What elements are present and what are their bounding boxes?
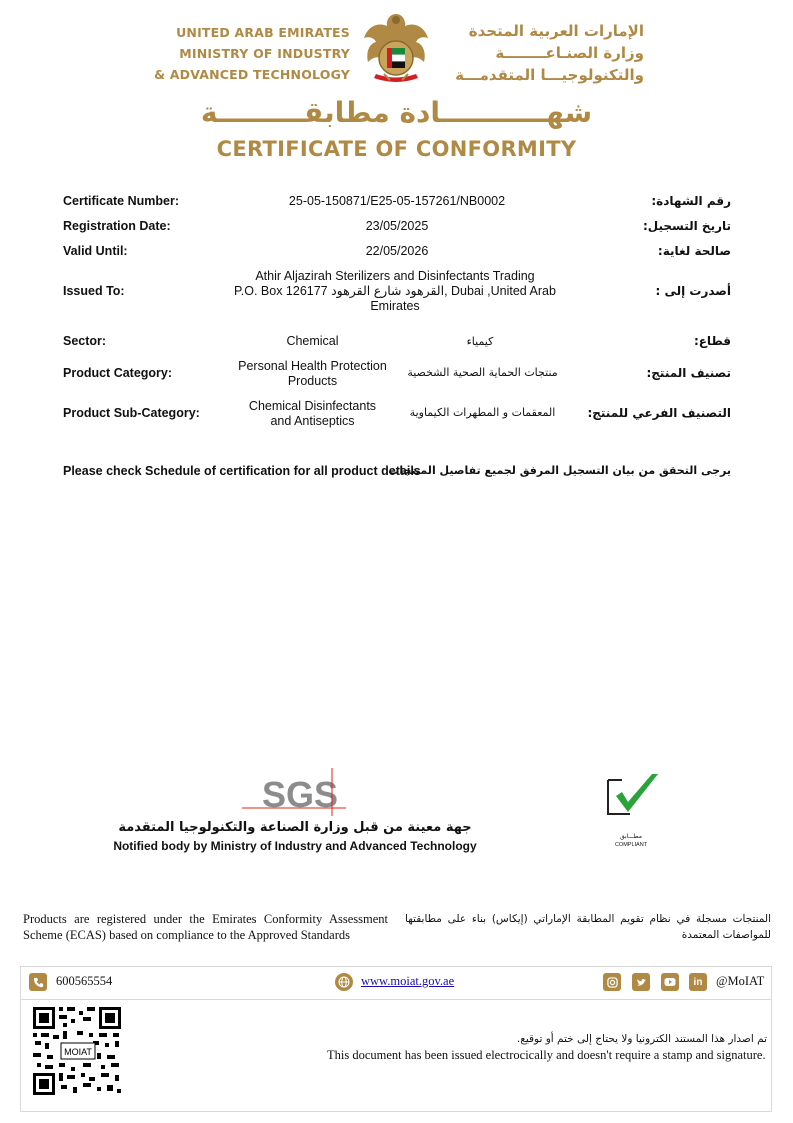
valid-until-value: 22/05/2026: [365, 244, 429, 258]
product-category-label: Product Category:: [63, 366, 173, 380]
registration-date-value: 23/05/2025: [365, 219, 429, 233]
linkedin-icon[interactable]: in: [689, 973, 707, 991]
product-sub-category-value-en: Chemical Disinfectants and Antiseptics: [248, 399, 377, 428]
certificate-number-label-ar: رقم الشهادة:: [651, 194, 731, 208]
globe-icon: [335, 973, 353, 991]
sector-value-ar: كيمياء: [466, 335, 494, 348]
twitter-icon[interactable]: [632, 973, 650, 991]
product-category-value-en: Personal Health Protection Products: [238, 359, 387, 388]
footer-contact-bar: [21, 967, 771, 1000]
electronic-notice-en: This document has been issued electrocically and doesn't require a stamp and signature.: [327, 1048, 766, 1062]
product-sub-category-label-ar: التصنيف الفرعي للمنتج:: [587, 406, 731, 420]
issued-to-label-ar: أصدرت إلى :: [655, 284, 731, 298]
product-category-label-ar: تصنيف المنتج:: [646, 366, 731, 380]
certificate-number-value: 25-05-150871/E25-05-157261/NB0002: [288, 194, 506, 208]
schedule-note-ar: يرجى التحقق من بيان التسجيل المرفق لجميع تفاصيل المنتجات: [388, 464, 731, 477]
product-category-value-ar: منتجات الحماية الصحية الشخصية: [407, 366, 558, 379]
ministry-name-ar: الإمارات العربية المتحدة وزارة الصنـاعــــــــة والتكنولوجيـــا المتقدمـــة: [455, 22, 644, 84]
registration-date-label: Registration Date:: [63, 219, 171, 233]
qr-code[interactable]: [31, 1005, 123, 1097]
title-en: CERTIFICATE OF CONFORMITY: [216, 137, 577, 161]
registration-date-label-ar: تاريخ التسجيل:: [642, 219, 731, 233]
electronic-notice-ar: تم اصدار هذا المستند الكترونيا ولا يحتاج إلى ختم أو توقيع.: [516, 1033, 767, 1045]
ministry-name-en: UNITED ARAB EMIRATES MINISTRY OF INDUSTRY & ADVANCED TECHNOLOGY: [154, 25, 350, 82]
compliant-check-icon: [600, 770, 662, 828]
instagram-icon[interactable]: [603, 973, 621, 991]
title-ar: شهـــــــــــادة مطابقـــــــــة: [200, 96, 593, 129]
product-sub-category-label: Product Sub-Category:: [63, 406, 200, 420]
schedule-note-en: Please check Schedule of certification for all product details: [63, 464, 421, 478]
notified-body-en: Notified body by Ministry of Industry and Advanced Technology: [113, 839, 477, 853]
compliant-badge: [600, 770, 662, 850]
compliant-label-ar: مطـــابق: [620, 833, 642, 840]
qr-label: MOIAT: [64, 1047, 92, 1057]
notified-body-ar: جهة معينة من قبل وزارة الصناعة والتكنولوجيا المتقدمة: [118, 820, 472, 835]
compliant-label-en: COMPLIANT: [614, 842, 648, 848]
sgs-logo-text: SGS: [262, 774, 339, 815]
social-handle[interactable]: @MoIAT: [716, 974, 765, 988]
phone-icon: [29, 973, 47, 991]
issued-to-label: Issued To:: [63, 284, 125, 298]
youtube-icon[interactable]: [661, 973, 679, 991]
ecas-note-en: Products are registered under the Emirates Conformity Assessment Scheme (ECAS) based on compliance to the Approved Standards: [23, 912, 388, 942]
product-sub-category-value-ar: المعقمات و المطهرات الكيماوية: [409, 406, 556, 419]
sector-label: Sector:: [63, 334, 107, 348]
sector-label-ar: قطاع:: [693, 334, 731, 348]
ecas-note-ar: المنتجات مسجلة في نظام تقويم المطابقة الإماراتي (إيكاس) بناء على مطابقتها للمواصفات المعتمدة: [405, 913, 771, 941]
valid-until-label: Valid Until:: [63, 244, 128, 258]
uae-emblem-icon: [360, 8, 432, 88]
sector-value-en: Chemical: [286, 334, 339, 348]
footer: [20, 966, 772, 1112]
phone-number[interactable]: 600565554: [56, 974, 113, 988]
valid-until-label-ar: صالحة لغاية:: [657, 244, 731, 258]
issued-to-value: Athir Aljazirah Sterilizers and Disinfectants Trading P.O. Box 126177 القرهود شارع القرهود, Dubai ,United Arab Emirates: [234, 269, 556, 313]
sgs-logo: [242, 768, 346, 816]
website-link[interactable]: www.moiat.gov.ae: [361, 974, 455, 988]
certificate-number-label: Certificate Number:: [63, 194, 179, 208]
